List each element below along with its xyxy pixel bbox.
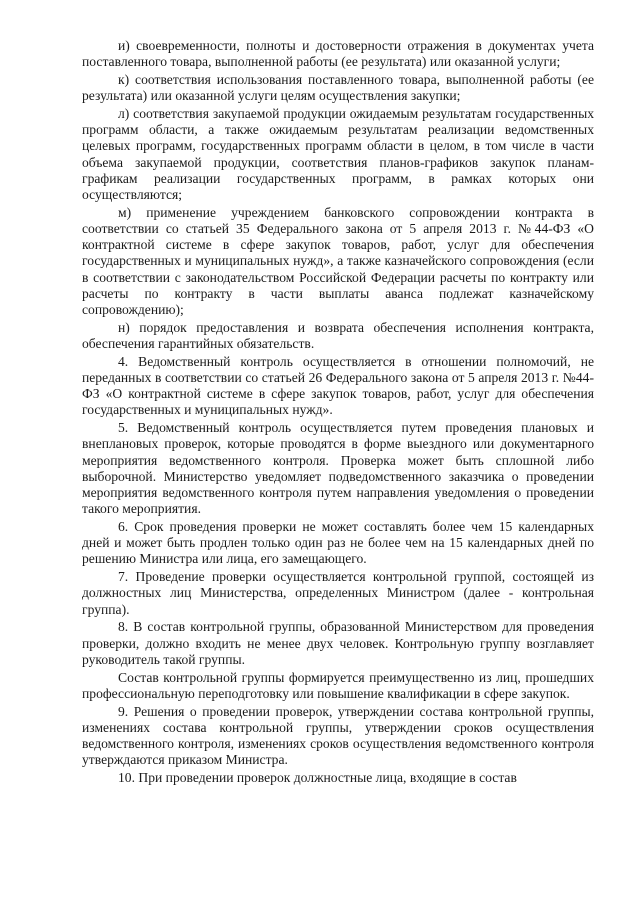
paragraph-m: м) применение учреждением банковского сопровождении контракта в соответствии со статьей 35 Федерального закона от 5 апреля 2013 г. №44-ФЗ «О контрактной системе в сфере закупок товаров, работ, услуг для обеспечения государственных и муниципальных нужд», а также казначейского сопровождения (если в соответствии с законодательством Российской Федерации расчеты по контракту или расчеты по контракту в части выплаты аванса подлежат казначейскому сопровождению); bbox=[82, 204, 594, 318]
paragraph-9: 9. Решения о проведении проверок, утверждении состава контрольной группы, изменениях состава контрольной группы, утверждении сроков осуществления ведомственного контроля, изменениях сроков осуществления ведомственного контроля утверждаются приказом Министра. bbox=[82, 703, 594, 768]
paragraph-7: 7. Проведение проверки осуществляется контрольной группой, состоящей из должностных лиц Министерства, определенных Министром (далее - контрольная группа). bbox=[82, 569, 594, 617]
paragraph-4: 4. Ведомственный контроль осуществляется в отношении полномочий, не переданных в соответствии со статьей 26 Федерального закона от 5 апреля 2013 г. №44-ФЗ «О контрактной системе в сфере закупок товаров, работ, услуг для обеспечения государственных и муниципальных нужд». bbox=[82, 353, 594, 418]
paragraph-l: л) соответствия закупаемой продукции ожидаемым результатам государственных программ области, а также ожидаемым результатам реализации ведомственных целевых программ, государственных программ области в целом, в том числе в части объема закупаемой продукции, соответствия планов-графиков закупок планам-графикам реализации государственных программ, в рамках которых они осуществляются; bbox=[82, 106, 594, 203]
paragraph-i: и) своевременности, полноты и достоверности отражения в документах учета поставленного товара, выполненной работы (ее результата) или оказанной услуги; bbox=[82, 38, 594, 70]
paragraph-k: к) соответствия использования поставленного товара, выполненной работы (ее результата) или оказанной услуги целям осуществления закупки; bbox=[82, 72, 594, 104]
paragraph-10: 10. При проведении проверок должностные лица, входящие в состав bbox=[118, 770, 517, 786]
paragraph-6: 6. Срок проведения проверки не может составлять более чем 15 календарных дней и может быть продлен только один раз не более чем на 15 календарных дней по решению Министра или лица, его замещающего. bbox=[82, 519, 594, 567]
paragraph-8: 8. В состав контрольной группы, образованной Министерством для проведения проверки, должно входить не менее двух человек. Контрольную группу возглавляет руководитель такой группы. bbox=[82, 619, 594, 667]
paragraph-5: 5. Ведомственный контроль осуществляется путем проведения плановых и внеплановых проверок, которые проводятся в форме выездного или документарного мероприятия ведомственного контроля. Проверка может быть сплошной либо выборочной. Министерство уведомляет подведомственного заказчика о проведении мероприятия ведомственного контроля путем направления уведомления о проведении такого мероприятия. bbox=[82, 420, 594, 517]
document-body bbox=[82, 38, 594, 786]
paragraph-n: н) порядок предоставления и возврата обеспечения исполнения контракта, обеспечения гарантийных обязательств. bbox=[82, 319, 594, 352]
paragraph-8-composition: Состав контрольной группы формируется преимущественно из лиц, прошедших профессиональную переподготовку или повышение квалификации в сфере закупок. bbox=[82, 669, 594, 701]
